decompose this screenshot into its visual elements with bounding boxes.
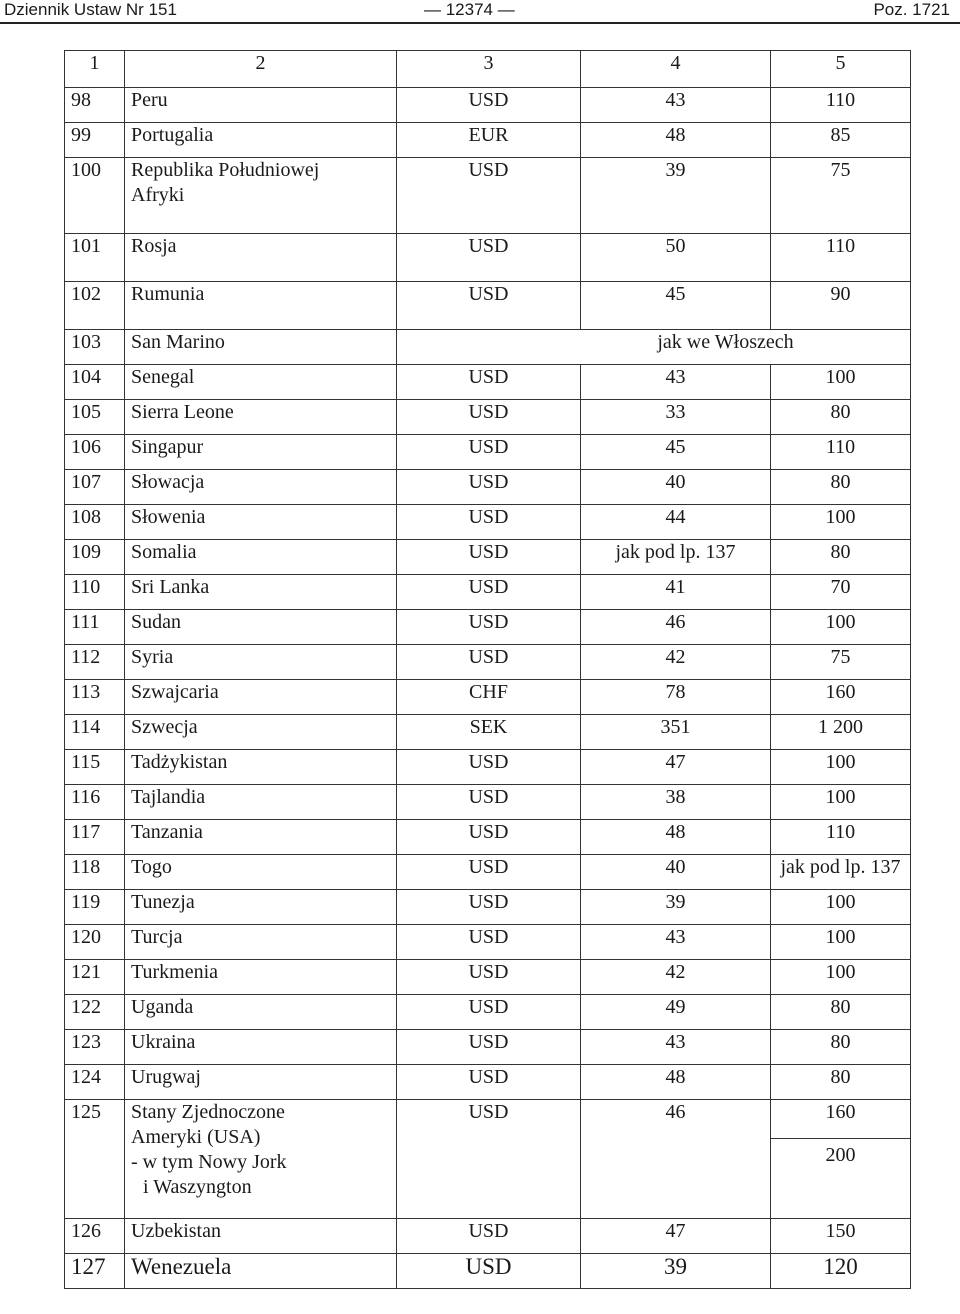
currency-code: USD	[397, 925, 581, 960]
country-name-line: Tanzania	[131, 821, 203, 843]
country-name-line: - w tym Nowy Jork	[131, 1151, 287, 1173]
table-row	[65, 925, 911, 960]
country-name-line: Szwecja	[131, 716, 198, 738]
currency-code: USD	[397, 610, 581, 645]
page-header	[0, 0, 960, 22]
row-number: 106	[65, 435, 125, 470]
row-number: 115	[65, 750, 125, 785]
allowance-value: 33	[581, 400, 771, 435]
row-number: 125	[65, 1100, 125, 1219]
country-name-line: Szwajcaria	[131, 681, 219, 703]
currency-code: USD	[397, 820, 581, 855]
limit-value: jak pod lp. 137	[771, 855, 911, 890]
currency-code: CHF	[397, 680, 581, 715]
country-name-line: Peru	[131, 89, 168, 111]
currency-code: USD	[397, 365, 581, 400]
currency-code: USD	[397, 575, 581, 610]
row-number: 98	[65, 88, 125, 123]
limit-value: 150	[771, 1219, 911, 1254]
table-row	[65, 365, 911, 400]
row-number: 101	[65, 234, 125, 282]
currency-code: USD	[397, 1065, 581, 1100]
allowance-table	[64, 50, 911, 1289]
table-row	[65, 715, 911, 750]
table-row	[65, 540, 911, 575]
limit-value: 75	[771, 645, 911, 680]
table-row	[65, 1030, 911, 1065]
currency-code: USD	[397, 470, 581, 505]
country-name	[125, 158, 397, 234]
country-name-line: Wenezuela	[131, 1254, 232, 1279]
limit-value: 80	[771, 995, 911, 1030]
country-name	[125, 330, 397, 365]
limit-value	[771, 1100, 911, 1219]
country-name-line: Afryki	[131, 184, 185, 206]
table-row	[65, 610, 911, 645]
limit-value: 85	[771, 123, 911, 158]
column-header: 3	[397, 51, 581, 88]
allowance-value: 42	[581, 960, 771, 995]
currency-code: USD	[397, 400, 581, 435]
allowance-value: jak pod lp. 137	[581, 540, 771, 575]
currency-code: USD	[397, 855, 581, 890]
table-row	[65, 470, 911, 505]
country-name-line: Ukraina	[131, 1031, 196, 1053]
country-name-line: Słowenia	[131, 506, 206, 528]
currency-code: USD	[397, 234, 581, 282]
allowance-value: 48	[581, 820, 771, 855]
allowance-value: 43	[581, 365, 771, 400]
column-header: 1	[65, 51, 125, 88]
table-row	[65, 88, 911, 123]
limit-value: 100	[771, 785, 911, 820]
allowance-value: 42	[581, 645, 771, 680]
allowance-value: 50	[581, 234, 771, 282]
limit-value: 100	[771, 890, 911, 925]
table-row	[65, 400, 911, 435]
country-name	[125, 995, 397, 1030]
limit-value: 90	[771, 282, 911, 330]
allowance-value: 46	[581, 1100, 771, 1219]
column-header: 2	[125, 51, 397, 88]
limit-value: 80	[771, 1030, 911, 1065]
table-row	[65, 1065, 911, 1100]
country-name	[125, 1219, 397, 1254]
limit-value: 110	[771, 88, 911, 123]
country-name	[125, 540, 397, 575]
country-name-line: Tadżykistan	[131, 751, 228, 773]
currency-code: USD	[397, 1219, 581, 1254]
country-name-line: Słowacja	[131, 471, 205, 493]
country-name-line: Sierra Leone	[131, 401, 234, 423]
country-name	[125, 435, 397, 470]
column-header: 5	[771, 51, 911, 88]
country-name-line: Stany Zjednoczone	[131, 1101, 285, 1123]
country-name-line: Rosja	[131, 235, 177, 257]
table-row	[65, 330, 911, 365]
table-row	[65, 750, 911, 785]
limit-value-main: 160	[771, 1100, 910, 1139]
limit-value: 110	[771, 820, 911, 855]
country-name	[125, 575, 397, 610]
country-name	[125, 1254, 397, 1289]
allowance-value: 43	[581, 925, 771, 960]
table-row	[65, 1100, 911, 1219]
country-name-line: Senegal	[131, 366, 195, 388]
row-number: 110	[65, 575, 125, 610]
currency-code: SEK	[397, 715, 581, 750]
limit-value: 100	[771, 610, 911, 645]
country-name	[125, 855, 397, 890]
row-number: 113	[65, 680, 125, 715]
journal-title: Dziennik Ustaw Nr 151	[4, 0, 177, 19]
country-name-line: Togo	[131, 856, 172, 878]
limit-value: 120	[771, 1254, 911, 1289]
allowance-value: 40	[581, 470, 771, 505]
table-row	[65, 505, 911, 540]
row-number: 102	[65, 282, 125, 330]
country-name-line: Tajlandia	[131, 786, 206, 808]
country-name	[125, 750, 397, 785]
row-number: 117	[65, 820, 125, 855]
table-row	[65, 435, 911, 470]
currency-code: USD	[397, 890, 581, 925]
country-name	[125, 1030, 397, 1065]
limit-value: 80	[771, 1065, 911, 1100]
column-header: 4	[581, 51, 771, 88]
allowance-value: 43	[581, 1030, 771, 1065]
allowance-value: 41	[581, 575, 771, 610]
table-row	[65, 995, 911, 1030]
allowance-value: 45	[581, 282, 771, 330]
table-row	[65, 282, 911, 330]
row-number: 100	[65, 158, 125, 234]
row-number: 111	[65, 610, 125, 645]
country-name	[125, 925, 397, 960]
country-name	[125, 610, 397, 645]
row-number: 99	[65, 123, 125, 158]
country-name-line: Rumunia	[131, 283, 205, 305]
country-name	[125, 1065, 397, 1100]
limit-value: 70	[771, 575, 911, 610]
allowance-value: 48	[581, 1065, 771, 1100]
row-number: 104	[65, 365, 125, 400]
allowance-value: 46	[581, 610, 771, 645]
currency-code: USD	[397, 540, 581, 575]
country-name-line: Somalia	[131, 541, 197, 563]
limit-value: 100	[771, 925, 911, 960]
row-number: 118	[65, 855, 125, 890]
row-number: 103	[65, 330, 125, 365]
country-name	[125, 123, 397, 158]
table-row	[65, 575, 911, 610]
table-row	[65, 158, 911, 234]
table-row	[65, 855, 911, 890]
country-name	[125, 400, 397, 435]
limit-value: 100	[771, 365, 911, 400]
table-row	[65, 960, 911, 995]
country-name-line: Tunezja	[131, 891, 195, 913]
table-row	[65, 1254, 911, 1289]
limit-value: 80	[771, 400, 911, 435]
currency-code: USD	[397, 282, 581, 330]
country-name-line: Singapur	[131, 436, 204, 458]
country-name-line: Uganda	[131, 996, 194, 1018]
limit-value: 100	[771, 960, 911, 995]
country-name-line: San Marino	[131, 331, 225, 353]
row-number: 121	[65, 960, 125, 995]
currency-code: USD	[397, 645, 581, 680]
table-row	[65, 680, 911, 715]
country-name-line: Uzbekistan	[131, 1220, 221, 1242]
country-name	[125, 890, 397, 925]
allowance-value: 48	[581, 123, 771, 158]
country-name-line: Sri Lanka	[131, 576, 210, 598]
allowance-value: 38	[581, 785, 771, 820]
allowance-value: 45	[581, 435, 771, 470]
limit-value: 1 200	[771, 715, 911, 750]
country-name	[125, 820, 397, 855]
country-name	[125, 680, 397, 715]
country-name-line: Ameryki (USA)	[131, 1126, 261, 1148]
limit-value: 100	[771, 750, 911, 785]
header-divider	[0, 22, 960, 24]
country-name-line: Turkmenia	[131, 961, 219, 983]
allowance-value: 49	[581, 995, 771, 1030]
limit-value: 110	[771, 435, 911, 470]
allowance-value: 47	[581, 750, 771, 785]
country-name	[125, 715, 397, 750]
currency-code: USD	[397, 158, 581, 234]
country-name	[125, 505, 397, 540]
country-name-line: Turcja	[131, 926, 183, 948]
country-name	[125, 282, 397, 330]
currency-code: USD	[397, 995, 581, 1030]
row-number: 116	[65, 785, 125, 820]
allowance-value: 78	[581, 680, 771, 715]
country-name-line: Syria	[131, 646, 174, 668]
row-number: 120	[65, 925, 125, 960]
country-name-line: i Waszyngton	[143, 1176, 252, 1198]
country-name	[125, 1100, 397, 1219]
allowance-value: 39	[581, 158, 771, 234]
limit-value: 100	[771, 505, 911, 540]
country-name-line: Portugalia	[131, 124, 214, 146]
table-row	[65, 234, 911, 282]
allowance-value: 39	[581, 890, 771, 925]
allowance-value: 39	[581, 1254, 771, 1289]
row-number: 107	[65, 470, 125, 505]
country-name-line: Urugwaj	[131, 1066, 201, 1088]
row-number: 105	[65, 400, 125, 435]
page-number: — 12374 —	[424, 0, 515, 19]
limit-value: 80	[771, 540, 911, 575]
country-name	[125, 785, 397, 820]
country-name	[125, 365, 397, 400]
limit-value: 75	[771, 158, 911, 234]
row-number: 112	[65, 645, 125, 680]
row-number: 127	[65, 1254, 125, 1289]
allowance-value: 44	[581, 505, 771, 540]
country-name-line: Republika Południowej	[131, 159, 320, 181]
table-row	[65, 820, 911, 855]
row-number: 122	[65, 995, 125, 1030]
row-number: 109	[65, 540, 125, 575]
country-name	[125, 470, 397, 505]
currency-code: USD	[397, 750, 581, 785]
currency-code: USD	[397, 88, 581, 123]
row-number: 108	[65, 505, 125, 540]
allowance-value: 43	[581, 88, 771, 123]
currency-code: USD	[397, 1100, 581, 1219]
currency-code: USD	[397, 1254, 581, 1289]
table-row	[65, 645, 911, 680]
currency-code: EUR	[397, 123, 581, 158]
row-number: 126	[65, 1219, 125, 1254]
row-number: 123	[65, 1030, 125, 1065]
row-number: 114	[65, 715, 125, 750]
allowance-value: 351	[581, 715, 771, 750]
row-number: 124	[65, 1065, 125, 1100]
country-name-line: Sudan	[131, 611, 181, 633]
country-name	[125, 960, 397, 995]
currency-code: USD	[397, 1030, 581, 1065]
table-row	[65, 1219, 911, 1254]
currency-code: USD	[397, 505, 581, 540]
limit-value-ny: 200	[825, 1144, 856, 1166]
currency-code: USD	[397, 960, 581, 995]
row-number: 119	[65, 890, 125, 925]
allowance-value: 40	[581, 855, 771, 890]
currency-code: USD	[397, 785, 581, 820]
country-name	[125, 645, 397, 680]
position-number: Poz. 1721	[873, 0, 950, 19]
limit-value: 160	[771, 680, 911, 715]
table-row	[65, 123, 911, 158]
column-number-row	[65, 51, 911, 88]
allowance-value: 47	[581, 1219, 771, 1254]
merged-note: jak we Włoszech	[397, 330, 911, 365]
table-row	[65, 785, 911, 820]
country-name	[125, 234, 397, 282]
limit-value: 80	[771, 470, 911, 505]
country-name	[125, 88, 397, 123]
limit-value: 110	[771, 234, 911, 282]
currency-code: USD	[397, 435, 581, 470]
table-row	[65, 890, 911, 925]
